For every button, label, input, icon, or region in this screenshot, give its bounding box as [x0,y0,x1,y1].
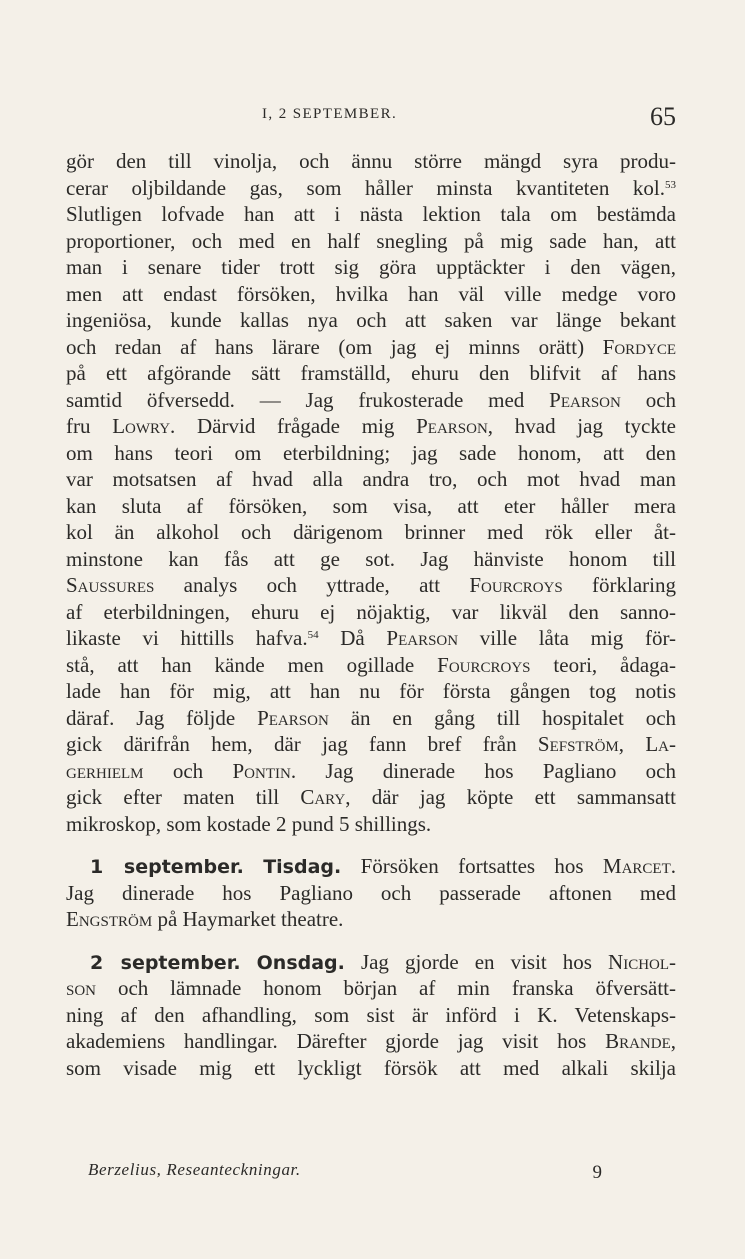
footnote-ref: 53 [665,178,676,191]
text-line: Jag dinerade hos Pagliano och passerade aftonen med [66,880,676,905]
text-line: son och lämnade honom början af min franska öfversätt- [66,976,677,1000]
person-name: Pearson [257,705,329,730]
text-line: minstone kan fås att ge sot. Jag hänviste honom till [66,546,676,571]
person-name: Nichol- [608,949,677,974]
book-title: Berzelius, Reseanteckningar. [88,1160,301,1179]
text-line: man i senare tider trott sig göra upptäckter i den vägen, [66,255,676,279]
person-name: Sefström [537,732,619,756]
text-line: likaste vi hittills hafva.$^{54}$ Då Pearson ville låta mig för- [66,626,677,650]
text-line: lade han för mig, att han nu för första gången tog notis [66,679,676,703]
text-line: cerar oljbildande gas, som håller minsta kvantiteten kol.$^{53}$ [66,175,676,200]
text-line: däraf. Jag följde Pearson än en gång till hospitalet och [66,705,677,730]
text-line: mikroskop, som kostade 2 pund 5 shillings. [66,811,432,836]
text-line: fru Lowry. Därvid frågade mig Pearson, hvad jag tyckte [66,414,676,438]
text-line: var motsatsen af hvad alla andra tro, och mot hvad man [66,467,676,491]
text-line: 1 september. Tisdag. Försöken fortsattes hos Marcet. [90,854,677,878]
person-name: La- [645,732,676,756]
text-line: Saussures analys och yttrade, att Fourcroys förklaring [66,573,677,597]
person-name: Saussures [66,573,155,597]
text-line: proportioner, och med en half snegling på mig sade han, att [66,228,676,253]
text-line: men att endast försöken, hvilka han väl ville medge voro [66,281,676,306]
entry-weekday: Tisdag. [263,856,342,878]
person-name: Pontin [232,758,291,783]
text-line: Slutligen lofvade han att i nästa lektion tala om bestämda [66,202,676,226]
footnote-ref: 54 [307,629,319,641]
person-name: Pearson [549,387,621,412]
text-line: gick efter maten till Cary, där jag köpte ett sammansatt [66,785,676,809]
person-name: Brande [605,1029,671,1053]
text-line: 2 september. Onsdag. Jag gjorde en visit hos Nichol- [90,949,677,974]
person-name: Pearson [386,626,459,650]
entry-weekday: Onsdag. [256,951,345,974]
text-line: kol än alkohol och därigenom brinner med rök eller åt- [66,520,676,544]
text-line: gick därifrån hem, där jag fann bref från Sefström, La- [66,732,676,756]
text-line: ning af den afhandling, som sist är införd i K. Vetenskaps- [66,1002,676,1027]
text-line: samtid öfversedd. — Jag frukosterade med Pearson och [66,387,677,412]
body-text [66,148,676,1081]
page-number: 65 [650,102,676,131]
text-line: gerhielm och Pontin. Jag dinerade hos Pagliano och [66,758,676,783]
text-line: och redan af hans lärare (om jag ej minns orätt) Fordyce [66,334,676,359]
person-name: Fourcroys [437,652,531,677]
text-line: stå, att han kände men ogillade Fourcroys teori, ådaga- [66,652,676,677]
text-line: kan sluta af försöken, som visa, att eter håller mera [66,493,676,518]
text-line: om hans teori om eterbildning; jag sade honom, att den [66,440,676,465]
person-name: Marcet [602,854,671,878]
signature-footer [88,1160,602,1183]
person-name: Pearson [416,414,488,438]
text-line: ingeniösa, kunde kallas nya och att saken var länge bekant [66,308,676,332]
signature-mark: 9 [592,1162,602,1183]
text-line: af eterbildningen, ehuru ej nöjaktig, var likväl den sanno- [66,599,676,624]
entry-date: 2 september. [90,951,241,974]
person-name: son [66,976,97,1000]
running-title: I, 2 SEPTEMBER. [262,106,398,122]
text-line: gör den till vinolja, och ännu större mängd syra produ- [66,149,676,173]
person-name: Fordyce [602,334,676,359]
person-name: gerhielm [66,758,144,783]
person-name: Lowry [112,414,171,438]
text-line: som visade mig ett lyckligt försök att med alkali skilja [66,1055,676,1080]
entry-date: 1 september. [90,856,244,878]
person-name: Cary [300,785,346,809]
person-name: Fourcroys [469,573,563,597]
person-name: Engström [66,907,153,931]
text-line: på ett afgörande sätt framställd, ehuru den blifvit af hans [66,361,676,385]
text-line: Engström på Haymarket theatre. [66,907,344,931]
text-line: akademiens handlingar. Därefter gjorde jag visit hos Brande, [66,1029,676,1053]
